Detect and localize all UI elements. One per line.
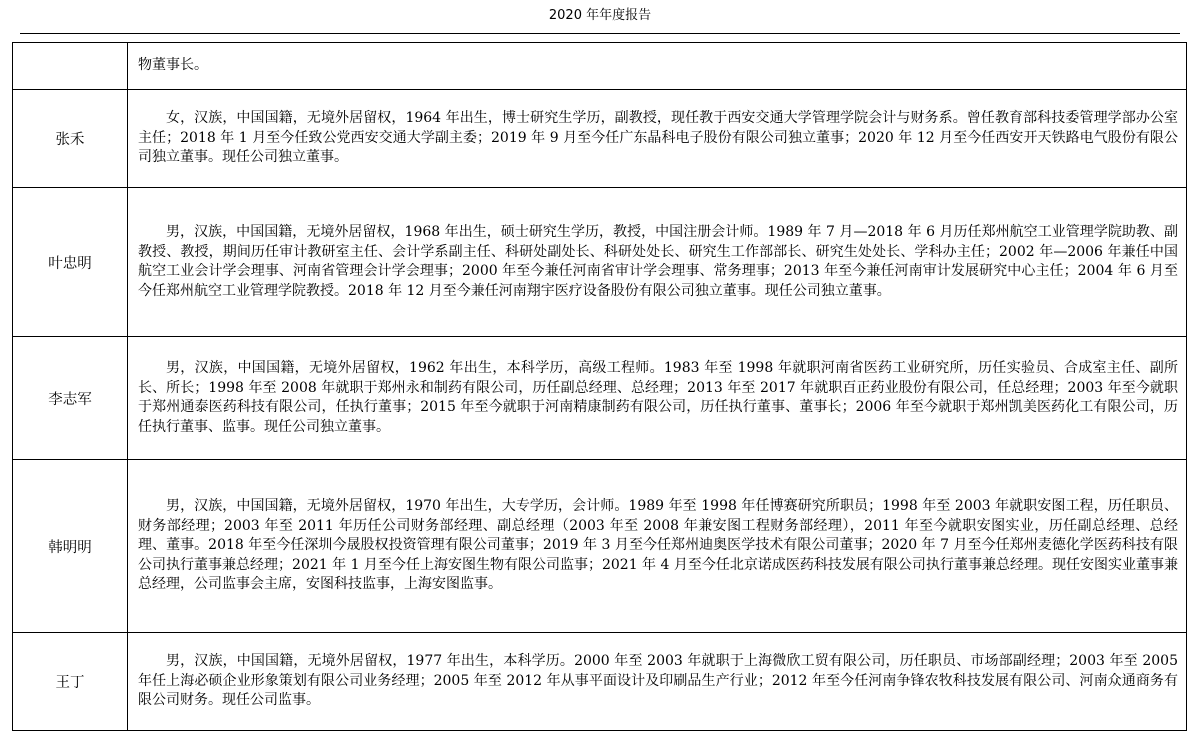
table-row: [13, 188, 1187, 337]
person-name: 王丁: [13, 633, 128, 731]
table-row: [13, 633, 1187, 731]
person-name: 叶忠明: [13, 188, 128, 337]
person-bio: 男，汉族，中国国籍，无境外居留权，1970 年出生，大专学历，会计师。1989 年至 1998 年任博赛研究所职员；1998 年至 2003 年就职安图工程，历任职员、财务部经理；2003 年至 2011 年历任公司财务部经理、副总经理（2003 年至 2008 年兼安图工程财务部经理），2011 年至今就职安图实业，历任副总经理、总经理、董事。2018 年至今任深圳今晟股权投资管理有限公司董事；2019 年 3 月至今任郑州迪奥医学技术有限公司董事；2020 年 7 月至今任郑州麦德化学医药科技有限公司执行董事兼总经理；2021 年 1 月至今任上海安图生物有限公司监事；2021 年 4 月至今任北京诺成医药科技发展有限公司执行董事兼总经理。现任安图实业董事兼总经理，公司监事会主席，安图科技监事，上海安图监事。: [138, 498, 1178, 593]
person-bio: 女，汉族，中国国籍，无境外居留权，1964 年出生，博士研究生学历，副教授，现任教于西安交通大学管理学院会计与财务系。曾任教育部科技委管理学部办公室主任；2018 年 1 月至今任致公党西安交通大学副主委；2019 年 9 月至今任广东晶科电子股份有限公司独立董事；2020 年 12 月至今任西安开天铁路电气股份有限公司独立董事。现任公司独立董事。: [138, 110, 1178, 166]
person-bio-cell: [128, 43, 1187, 90]
person-bio-cell: [128, 633, 1187, 731]
header-divider: [20, 33, 1180, 34]
table-row: [13, 337, 1187, 460]
person-bio: 男，汉族，中国国籍，无境外居留权，1977 年出生，本科学历。2000 年至 2003 年就职于上海微欣工贸有限公司，历任职员、市场部副经理；2003 年至 2005 年任上海必硕企业形象策划有限公司业务经理；2005 年至 2012 年从事平面设计及印刷品生产行业；2012 年至今任河南争锋农牧科技发展有限公司、河南众通商务有限公司财务。现任公司监事。: [138, 653, 1178, 709]
person-bio-cell: [128, 90, 1187, 188]
person-bio-cell: [128, 460, 1187, 633]
table-row: [13, 460, 1187, 633]
report-header-title: 2020 年年度报告: [548, 8, 652, 23]
person-name: 韩明明: [13, 460, 128, 633]
person-bio-cell: [128, 337, 1187, 460]
person-bio: 男，汉族，中国国籍，无境外居留权，1962 年出生，本科学历，高级工程师。1983 年至 1998 年就职河南省医药工业研究所，历任实验员、合成室主任、副所长、所长；1998 年至 2008 年就职于郑州永和制药有限公司，历任副总经理、总经理；2013 年至 2017 年就职百正药业股份有限公司，任总经理；2003 年至今就职于郑州通泰医药科技有限公司，任执行董事；2015 年至今就职于河南精康制药有限公司，历任执行董事、董事长；2006 年至今就职于郑州凯美医药化工有限公司，历任执行董事、监事。现任公司独立董事。: [138, 360, 1178, 435]
person-bio: 物董事长。: [138, 57, 208, 74]
person-bio-cell: [128, 188, 1187, 337]
table-row: [13, 43, 1187, 90]
biography-table: [12, 42, 1187, 731]
table-row: [13, 90, 1187, 188]
person-name: 李志军: [13, 337, 128, 460]
person-bio: 男，汉族，中国国籍，无境外居留权，1968 年出生，硕士研究生学历，教授，中国注册会计师。1989 年 7 月—2018 年 6 月历任郑州航空工业管理学院助教、副教授、教授，期间历任审计教研室主任、会计学系副主任、科研处副处长、科研处处长、研究生工作部部长、研究生处处长、学科办主任；2002 年—2006 年兼任中国航空工业会计学会理事、河南省管理会计学会理事；2000 年至今兼任河南省审计学会理事、常务理事；2013 年至今兼任河南审计发展研究中心主任；2004 年 6 月至今任郑州航空工业管理学院教授。2018 年 12 月至今兼任河南翔宇医疗设备股份有限公司独立董事。现任公司独立董事。: [138, 224, 1178, 299]
person-name: [13, 43, 128, 90]
person-name: 张禾: [13, 90, 128, 188]
